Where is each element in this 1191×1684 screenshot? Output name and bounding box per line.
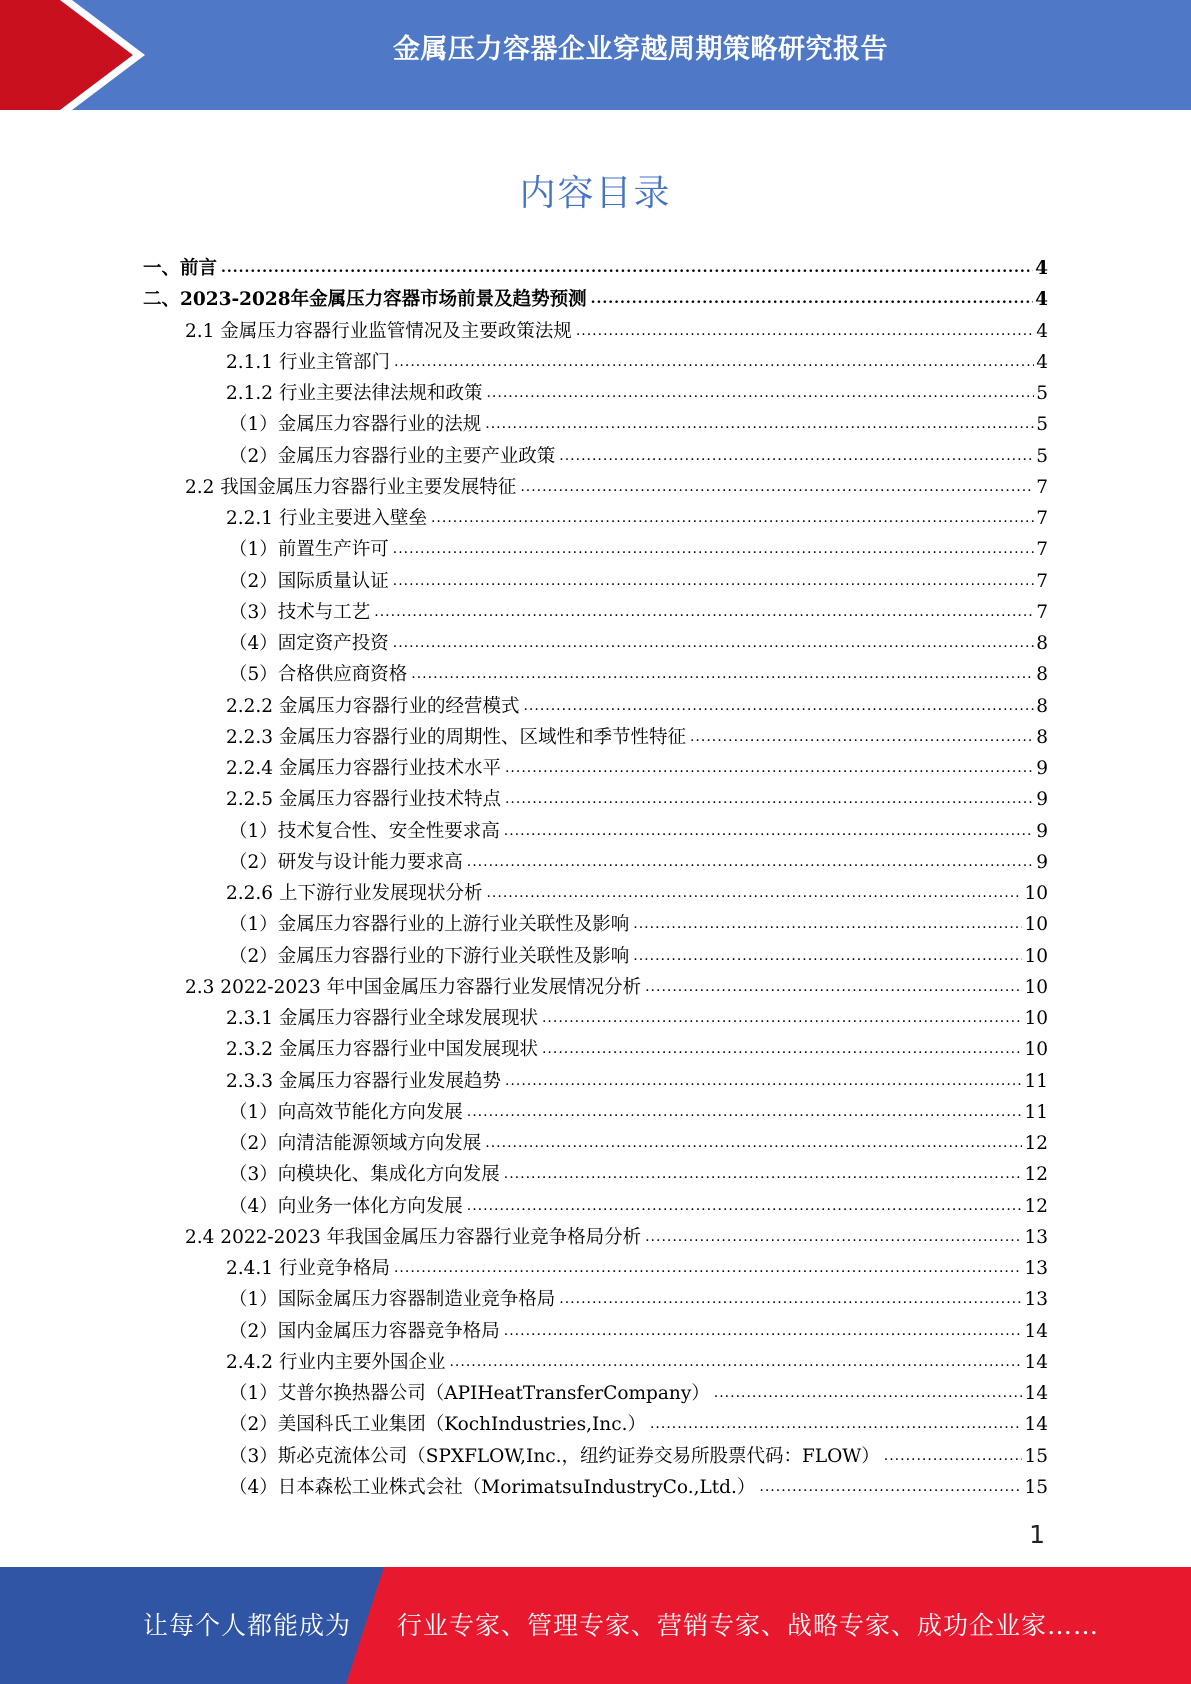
toc-entry[interactable] bbox=[143, 285, 1048, 316]
toc-entry-title: 2.2.4 金属压力容器行业技术水平 bbox=[226, 758, 501, 779]
toc-entry-title: （2）金属压力容器行业的下游行业关联性及影响 bbox=[229, 945, 630, 967]
toc-entry-page: 13 bbox=[1024, 1289, 1048, 1311]
toc-entry[interactable] bbox=[143, 1223, 1048, 1254]
toc-entry-title: （3）斯必克流体公司（SPXFLOW,Inc.，纽约证券交易所股票代码：FLOW） bbox=[229, 1445, 880, 1467]
toc-entry[interactable] bbox=[143, 1160, 1048, 1191]
toc-entry-title: （2）国际质量认证 bbox=[229, 570, 389, 592]
toc-entry[interactable] bbox=[143, 1192, 1048, 1223]
toc-entry-title: （2）金属压力容器行业的主要产业政策 bbox=[229, 445, 556, 467]
toc-entry-page: 4 bbox=[1035, 258, 1048, 279]
toc-entry-title: （4）向业务一体化方向发展 bbox=[229, 1195, 463, 1217]
toc-entry-page: 11 bbox=[1024, 1101, 1048, 1123]
table-of-contents bbox=[143, 254, 1048, 1504]
toc-entry[interactable] bbox=[143, 410, 1048, 441]
toc-heading: 内容目录 bbox=[519, 173, 672, 214]
toc-entry-page: 10 bbox=[1024, 1008, 1048, 1029]
toc-entry-page: 7 bbox=[1036, 601, 1048, 623]
toc-leader-dots bbox=[467, 1198, 1023, 1214]
toc-entry-title: （3）向模块化、集成化方向发展 bbox=[229, 1164, 500, 1186]
toc-entry-page: 10 bbox=[1024, 976, 1048, 998]
toc-leader-dots bbox=[393, 541, 1034, 557]
toc-entry-page: 8 bbox=[1036, 633, 1048, 654]
toc-entry-title: 2.1.1 行业主管部门 bbox=[226, 351, 390, 373]
toc-leader-dots bbox=[486, 385, 1034, 401]
toc-leader-dots bbox=[485, 416, 1034, 432]
toc-entry[interactable] bbox=[143, 535, 1048, 566]
toc-leader-dots bbox=[485, 1135, 1022, 1151]
toc-leader-dots bbox=[542, 1041, 1022, 1057]
toc-leader-dots bbox=[650, 1416, 1022, 1432]
toc-entry-title: 2.4 2022-2023 年我国金属压力容器行业竞争格局分析 bbox=[185, 1226, 642, 1248]
toc-entry-title: （1）金属压力容器行业的上游行业关联性及影响 bbox=[229, 914, 630, 936]
toc-entry-title: （1）艾普尔换热器公司（APIHeatTransferCompany） bbox=[229, 1383, 710, 1404]
toc-entry[interactable] bbox=[143, 1098, 1048, 1129]
toc-entry-page: 8 bbox=[1036, 664, 1048, 686]
toc-entry-title: 2.3.1 金属压力容器行业全球发展现状 bbox=[226, 1008, 538, 1029]
toc-entry-title: 2.2 我国金属压力容器行业主要发展特征 bbox=[185, 476, 517, 498]
toc-leader-dots bbox=[505, 1073, 1022, 1089]
toc-entry-title: 2.2.6 上下游行业发展现状分析 bbox=[226, 883, 483, 904]
toc-leader-dots bbox=[523, 698, 1034, 714]
toc-leader-dots bbox=[759, 1479, 1022, 1495]
toc-entry-title: （2）研发与设计能力要求高 bbox=[229, 851, 463, 873]
toc-entry-page: 13 bbox=[1024, 1226, 1048, 1248]
toc-entry-title: 一、前言 bbox=[143, 258, 218, 279]
toc-entry[interactable] bbox=[143, 1129, 1048, 1160]
toc-entry-page: 14 bbox=[1024, 1383, 1048, 1404]
toc-entry-title: （3）技术与工艺 bbox=[229, 601, 371, 623]
toc-entry-title: （1）前置生产许可 bbox=[229, 539, 389, 561]
toc-entry[interactable] bbox=[143, 442, 1048, 473]
toc-entry-page: 9 bbox=[1036, 851, 1048, 873]
toc-leader-dots bbox=[374, 604, 1034, 620]
toc-entry-title: 2.3.2 金属压力容器行业中国发展现状 bbox=[226, 1039, 538, 1061]
footer-slogan-right: 行业专家、管理专家、营销专家、战略专家、成功企业家…… bbox=[397, 1611, 1100, 1640]
toc-entry[interactable] bbox=[143, 254, 1048, 285]
toc-entry-page: 8 bbox=[1036, 695, 1048, 717]
toc-entry-page: 14 bbox=[1024, 1414, 1048, 1436]
toc-entry-page: 14 bbox=[1024, 1320, 1048, 1342]
toc-leader-dots bbox=[504, 1166, 1023, 1182]
toc-entry-page: 5 bbox=[1036, 414, 1048, 436]
toc-entry[interactable] bbox=[143, 379, 1048, 410]
toc-entry-title: （2）美国科氏工业集团（KochIndustries,Inc.） bbox=[229, 1414, 646, 1436]
toc-entry-title: 2.1 金属压力容器行业监管情况及主要政策法规 bbox=[185, 320, 572, 342]
toc-entry-title: （1）技术复合性、安全性要求高 bbox=[229, 820, 500, 842]
toc-entry-title: 2.4.2 行业内主要外国企业 bbox=[226, 1351, 446, 1373]
toc-entry[interactable] bbox=[143, 1410, 1048, 1441]
toc-entry-page: 7 bbox=[1036, 539, 1048, 561]
toc-entry-title: 2.4.1 行业竞争格局 bbox=[226, 1258, 390, 1279]
toc-entry[interactable] bbox=[143, 817, 1048, 848]
toc-entry-page: 10 bbox=[1024, 1039, 1048, 1061]
toc-entry-page: 4 bbox=[1036, 320, 1048, 342]
toc-entry[interactable] bbox=[143, 1473, 1048, 1504]
toc-leader-dots bbox=[520, 479, 1034, 495]
toc-entry-page: 13 bbox=[1024, 1258, 1048, 1279]
toc-entry-page: 10 bbox=[1024, 914, 1048, 936]
toc-entry-title: （2）国内金属压力容器竞争格局 bbox=[229, 1320, 500, 1342]
toc-entry[interactable] bbox=[143, 660, 1048, 691]
toc-entry-page: 12 bbox=[1024, 1195, 1048, 1217]
toc-leader-dots bbox=[884, 1448, 1023, 1464]
toc-leader-dots bbox=[645, 1229, 1022, 1245]
toc-entry-title: （5）合格供应商资格 bbox=[229, 664, 408, 686]
toc-entry-page: 9 bbox=[1036, 758, 1048, 779]
toc-leader-dots bbox=[486, 885, 1022, 901]
toc-leader-dots bbox=[633, 916, 1022, 932]
toc-leader-dots bbox=[221, 260, 1033, 276]
toc-leader-dots bbox=[576, 323, 1034, 339]
toc-entry-title: 2.3.3 金属压力容器行业发展趋势 bbox=[226, 1070, 501, 1092]
toc-entry-title: 2.2.2 金属压力容器行业的经营模式 bbox=[226, 695, 520, 717]
toc-entry-page: 10 bbox=[1024, 883, 1048, 904]
toc-leader-dots bbox=[559, 448, 1034, 464]
toc-entry-title: 2.2.5 金属压力容器行业技术特点 bbox=[226, 789, 501, 811]
toc-entry-page: 14 bbox=[1024, 1351, 1048, 1373]
toc-entry-title: （4）固定资产投资 bbox=[229, 633, 389, 654]
toc-entry[interactable] bbox=[143, 942, 1048, 973]
toc-entry[interactable] bbox=[143, 973, 1048, 1004]
toc-leader-dots bbox=[714, 1385, 1023, 1401]
toc-leader-dots bbox=[505, 760, 1034, 776]
toc-leader-dots bbox=[645, 979, 1022, 995]
toc-entry[interactable] bbox=[143, 1285, 1048, 1316]
toc-entry-page: 5 bbox=[1036, 383, 1048, 404]
toc-entry-page: 4 bbox=[1035, 289, 1048, 311]
toc-entry-page: 12 bbox=[1024, 1164, 1048, 1186]
footer-banner bbox=[0, 1567, 1191, 1684]
toc-entry-title: （1）向高效节能化方向发展 bbox=[229, 1101, 463, 1123]
toc-entry-title: （4）日本森松工业株式会社（MorimatsuIndustryCo.,Ltd.） bbox=[229, 1476, 756, 1498]
toc-leader-dots bbox=[633, 948, 1022, 964]
toc-entry-page: 8 bbox=[1036, 726, 1048, 748]
toc-entry-title: 2.2.3 金属压力容器行业的周期性、区域性和季节性特征 bbox=[226, 726, 686, 748]
toc-leader-dots bbox=[394, 1260, 1022, 1276]
toc-entry-page: 15 bbox=[1024, 1445, 1048, 1467]
toc-leader-dots bbox=[504, 1323, 1023, 1339]
toc-leader-dots bbox=[505, 791, 1034, 807]
toc-leader-dots bbox=[559, 1291, 1022, 1307]
toc-entry[interactable] bbox=[143, 348, 1048, 379]
toc-leader-dots bbox=[467, 1104, 1023, 1120]
toc-entry-title: 二、2023-2028年金属压力容器市场前景及趋势预测 bbox=[143, 289, 587, 311]
toc-entry[interactable] bbox=[143, 473, 1048, 504]
toc-entry[interactable] bbox=[143, 504, 1048, 535]
toc-entry-title: （1）国际金属压力容器制造业竞争格局 bbox=[229, 1289, 556, 1311]
toc-entry-page: 10 bbox=[1024, 945, 1048, 967]
toc-leader-dots bbox=[393, 635, 1034, 651]
toc-entry[interactable] bbox=[143, 1004, 1048, 1035]
page-number: 1 bbox=[1029, 1520, 1045, 1549]
toc-leader-dots bbox=[394, 354, 1034, 370]
toc-entry[interactable] bbox=[143, 910, 1048, 941]
toc-entry[interactable] bbox=[143, 1254, 1048, 1285]
toc-entry-page: 7 bbox=[1036, 570, 1048, 592]
toc-entry-title: 2.3 2022-2023 年中国金属压力容器行业发展情况分析 bbox=[185, 976, 642, 998]
toc-entry[interactable] bbox=[143, 598, 1048, 629]
toc-entry[interactable] bbox=[143, 317, 1048, 348]
toc-entry[interactable] bbox=[143, 754, 1048, 785]
toc-leader-dots bbox=[467, 854, 1034, 870]
toc-entry-page: 4 bbox=[1036, 351, 1048, 373]
toc-leader-dots bbox=[504, 823, 1034, 839]
toc-leader-dots bbox=[591, 291, 1033, 307]
toc-entry-title: 2.1.2 行业主要法律法规和政策 bbox=[226, 383, 483, 404]
toc-entry[interactable] bbox=[143, 879, 1048, 910]
toc-entry-page: 15 bbox=[1024, 1476, 1048, 1498]
toc-leader-dots bbox=[690, 729, 1034, 745]
report-title: 金属压力容器企业穿越周期策略研究报告 bbox=[393, 34, 888, 65]
toc-entry-page: 9 bbox=[1036, 820, 1048, 842]
header-banner bbox=[0, 0, 1191, 110]
toc-entry[interactable] bbox=[143, 785, 1048, 816]
toc-entry-page: 9 bbox=[1036, 789, 1048, 811]
toc-entry-title: （1）金属压力容器行业的法规 bbox=[229, 414, 482, 436]
toc-leader-dots bbox=[542, 1010, 1022, 1026]
toc-leader-dots bbox=[449, 1354, 1022, 1370]
toc-entry[interactable] bbox=[143, 1317, 1048, 1348]
toc-entry-title: （2）向清洁能源领域方向发展 bbox=[229, 1133, 482, 1154]
toc-entry[interactable] bbox=[143, 692, 1048, 723]
toc-leader-dots bbox=[411, 666, 1034, 682]
toc-leader-dots bbox=[393, 573, 1034, 589]
toc-entry-page: 7 bbox=[1036, 508, 1048, 529]
toc-entry-page: 12 bbox=[1024, 1133, 1048, 1154]
toc-entry[interactable] bbox=[143, 567, 1048, 598]
toc-entry-page: 5 bbox=[1036, 445, 1048, 467]
footer-slogan-left: 让每个人都能成为 bbox=[143, 1611, 352, 1640]
toc-entry[interactable] bbox=[143, 1442, 1048, 1473]
toc-entry-page: 7 bbox=[1036, 476, 1048, 498]
toc-entry[interactable] bbox=[143, 1379, 1048, 1410]
toc-leader-dots bbox=[431, 510, 1034, 526]
toc-entry[interactable] bbox=[143, 1067, 1048, 1098]
toc-entry[interactable] bbox=[143, 723, 1048, 754]
toc-entry-page: 11 bbox=[1024, 1070, 1048, 1092]
toc-entry[interactable] bbox=[143, 629, 1048, 660]
toc-entry[interactable] bbox=[143, 848, 1048, 879]
toc-entry-title: 2.2.1 行业主要进入壁垒 bbox=[226, 508, 427, 529]
toc-entry[interactable] bbox=[143, 1348, 1048, 1379]
toc-entry[interactable] bbox=[143, 1035, 1048, 1066]
